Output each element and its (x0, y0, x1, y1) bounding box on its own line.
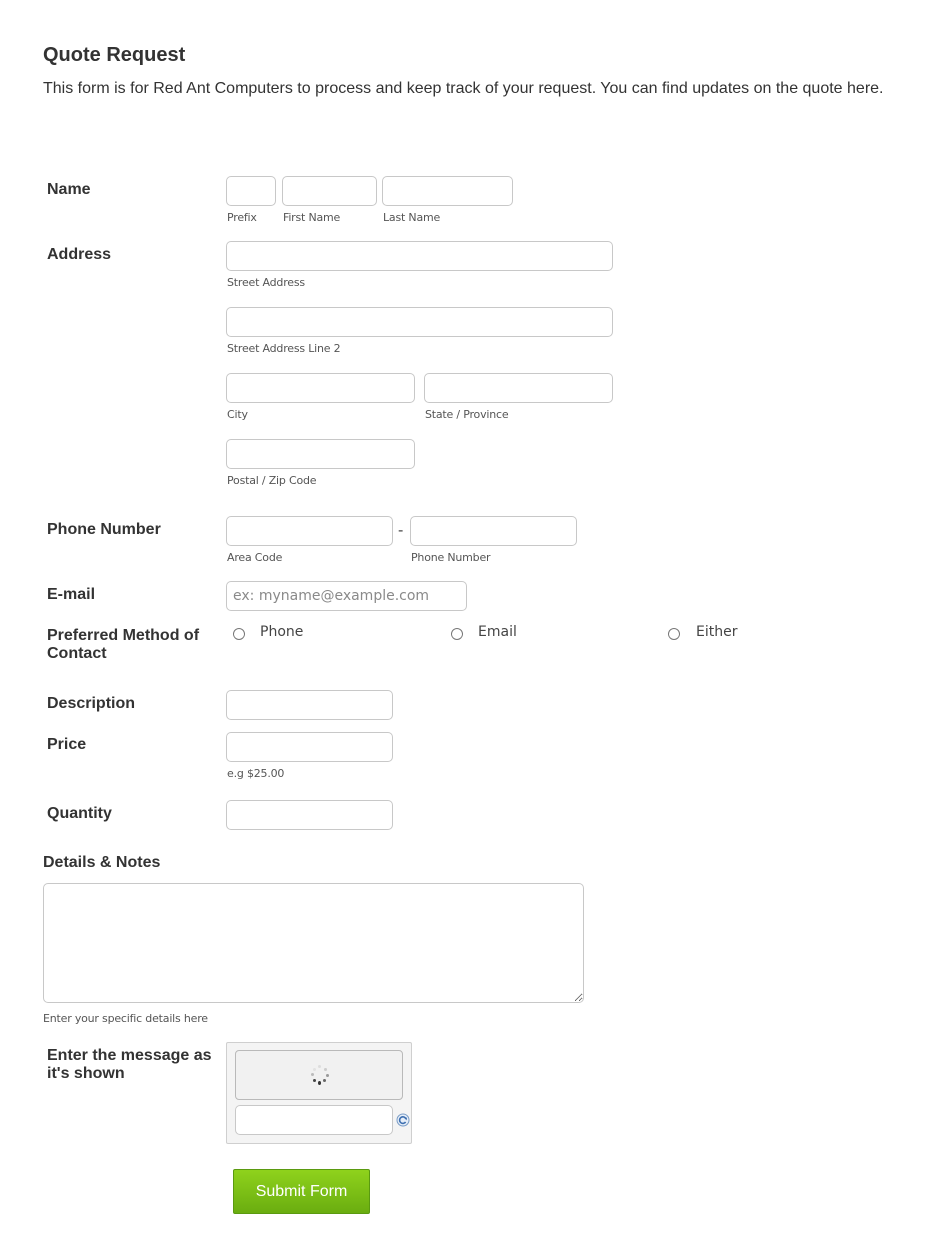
zip-code-sublabel: Postal / Zip Code (227, 474, 317, 487)
city-sublabel: City (227, 408, 248, 421)
price-label: Price (47, 736, 87, 753)
captcha-image (235, 1050, 403, 1100)
area-code-sublabel: Area Code (227, 551, 283, 564)
radio-phone[interactable] (233, 628, 245, 640)
phone-label: Phone Number (47, 521, 161, 538)
loading-spinner-icon (310, 1065, 330, 1085)
radio-email[interactable] (451, 628, 463, 640)
captcha-label-line2: it's shown (47, 1065, 125, 1082)
zip-code-input[interactable] (226, 439, 415, 469)
details-hint: Enter your specific details here (43, 1012, 208, 1025)
price-input[interactable] (226, 732, 393, 762)
email-label: E-mail (47, 586, 96, 603)
radio-either[interactable] (668, 628, 680, 640)
radio-email-label[interactable]: Email (478, 624, 517, 640)
contact-method-label (47, 627, 199, 663)
captcha-label (47, 1047, 212, 1083)
contact-method-label-line1: Preferred Method of (47, 627, 200, 644)
description-input[interactable] (226, 690, 393, 720)
phone-separator: - (398, 522, 404, 539)
address-label: Address (47, 246, 112, 263)
area-code-input[interactable] (226, 516, 393, 546)
first-name-input[interactable] (282, 176, 377, 206)
state-input[interactable] (424, 373, 613, 403)
form-description: This form is for Red Ant Computers to process and keep track of your request. You can find updates on the quote here. (43, 80, 884, 97)
last-name-input[interactable] (382, 176, 513, 206)
street-address-input[interactable] (226, 241, 613, 271)
contact-method-label-line2: Contact (47, 645, 107, 662)
last-name-sublabel: Last Name (383, 211, 441, 224)
price-hint: e.g $25.00 (227, 767, 285, 780)
radio-either-label[interactable]: Either (696, 624, 738, 640)
prefix-sublabel: Prefix (227, 211, 257, 224)
state-sublabel: State / Province (425, 408, 509, 421)
quantity-label: Quantity (47, 805, 112, 822)
city-input[interactable] (226, 373, 415, 403)
captcha-input[interactable] (235, 1105, 393, 1135)
street-address-sublabel: Street Address (227, 276, 305, 289)
description-label: Description (47, 695, 136, 712)
phone-number-input[interactable] (410, 516, 577, 546)
details-label: Details & Notes (43, 854, 161, 871)
street-address-line2-input[interactable] (226, 307, 613, 337)
phone-number-sublabel: Phone Number (411, 551, 491, 564)
submit-button[interactable]: Submit Form (233, 1169, 370, 1214)
captcha-label-line1: Enter the message as (47, 1047, 212, 1064)
email-input[interactable] (226, 581, 467, 611)
radio-phone-label[interactable]: Phone (260, 624, 304, 640)
prefix-input[interactable] (226, 176, 276, 206)
quantity-input[interactable] (226, 800, 393, 830)
form-title: Quote Request (43, 44, 186, 66)
first-name-sublabel: First Name (283, 211, 341, 224)
refresh-icon[interactable] (396, 1113, 410, 1127)
details-textarea[interactable] (43, 883, 584, 1003)
street-address-line2-sublabel: Street Address Line 2 (227, 342, 341, 355)
name-label: Name (47, 181, 91, 198)
